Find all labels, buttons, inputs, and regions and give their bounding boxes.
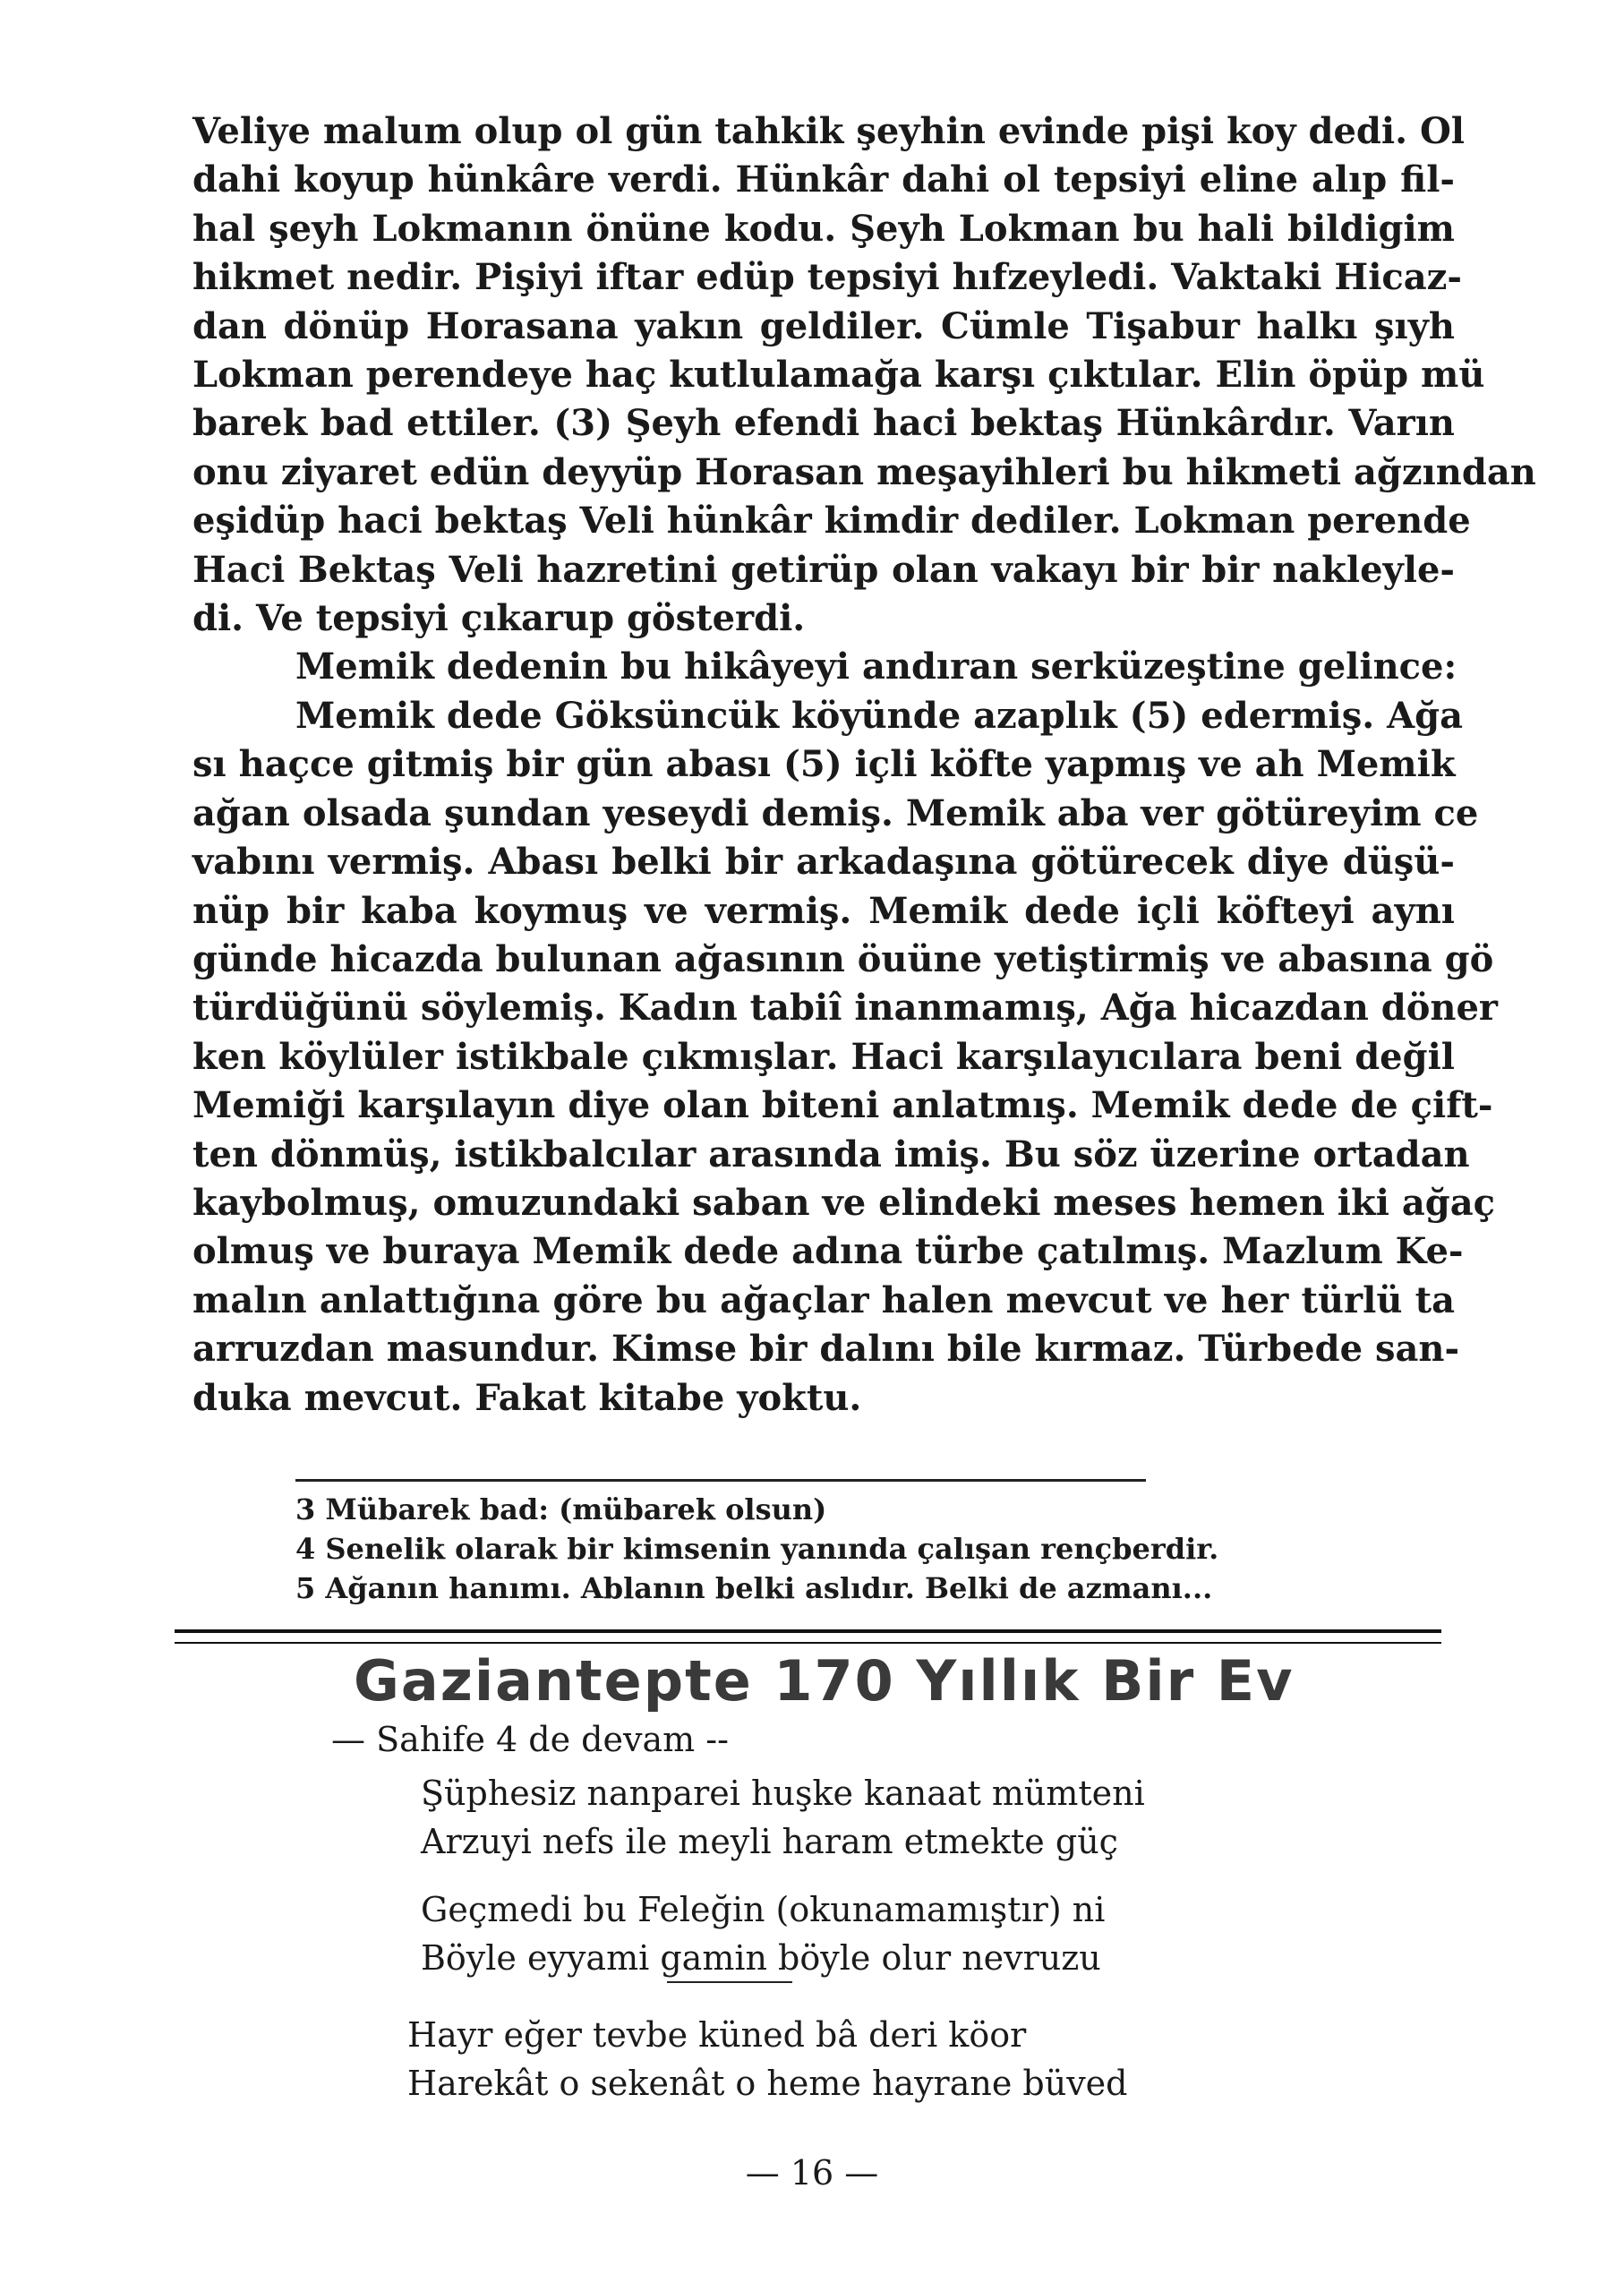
body-line: malın anlattığına göre bu ağaçlar halen mevcut ve her türlü ta [192, 1278, 1455, 1321]
body-line: hal şeyh Lokmanın önüne kodu. Şeyh Lokman bu hali bildigim [192, 207, 1455, 250]
body-line: olmuş ve buraya Memik dede adına türbe çatılmış. Mazlum Ke- [192, 1230, 1464, 1273]
body-line: nüp bir kaba koymuş ve vermiş. Memik dede içli köfteyi aynı [192, 889, 1455, 932]
continued-note: — Sahife 4 de devam -- [331, 1720, 729, 1759]
verse-line: Arzuyi nefs ile meyli haram etmekte güç [421, 1822, 1118, 1861]
body-line: kaybolmuş, omuzundaki saban ve elindeki meses hemen iki ağaç [192, 1181, 1495, 1224]
body-line: eşidüp haci bektaş Veli hünkâr kimdir dediler. Lokman perende [192, 500, 1471, 543]
body-line: dahi koyup hünkâre verdi. Hünkâr dahi ol tepsiyi eline alıp fil- [192, 158, 1455, 201]
body-line: türdüğünü söylemiş. Kadın tabiî inanmamış, Ağa hicazdan döner [192, 987, 1499, 1030]
article-headline: Gaziantepte 170 Yıllık Bir Ev [354, 1648, 1295, 1714]
page-number: — 16 — [745, 2153, 879, 2193]
body-line: di. Ve tepsiyi çıkarup gösterdi. [192, 597, 806, 640]
body-line: arruzdan masundur. Kimse bir dalını bile kırmaz. Türbede san- [192, 1328, 1460, 1371]
footnote: 4 Senelik olarak bir kimsenin yanında çalışan rençberdir. [295, 1532, 1219, 1566]
body-line: Memik dedenin bu hikâyeyi andıran serküzeştine gelince: [295, 645, 1457, 688]
body-line: Memik dede Göksüncük köyünde azaplık (5) edermiş. Ağa [295, 694, 1464, 737]
footnote: 5 Ağanın hanımı. Ablanın belki aslıdır. Belki de azmanı... [295, 1571, 1213, 1605]
footnote-divider [295, 1479, 1146, 1482]
body-line: hikmet nedir. Pişiyi iftar edüp tepsiyi hıfzeyledi. Vaktaki Hicaz- [192, 256, 1462, 299]
footnotes [295, 1490, 1325, 1608]
body-line: Veliye malum olup ol gün tahkik şeyhin evinde pişi koy dedi. Ol [192, 110, 1465, 152]
verse-stanza [421, 1885, 1105, 1982]
verse-line: Hayr eğer tevbe küned bâ deri köor [407, 2015, 1027, 2055]
verse-line: Şüphesiz nanparei huşke kanaat mümteni [421, 1774, 1145, 1813]
body-line: ağan olsada şundan yeseydi demiş. Memik aba ver götüreyim ce [192, 791, 1479, 834]
body-line: onu ziyaret edün deyyüp Horasan meşayihleri bu hikmeti ağzından [192, 450, 1536, 493]
body-line: ken köylüler istikbale çıkmışlar. Haci karşılayıcılara beni değil [192, 1035, 1455, 1078]
verse-divider [667, 1981, 792, 1983]
section-divider [175, 1629, 1441, 1644]
body-line: dan dönüp Horasana yakın geldiler. Cümle Tişabur halkı şıyh [192, 304, 1455, 347]
verse-line: Böyle eyyami gamin böyle olur nevruzu [421, 1938, 1101, 1978]
verse-line: Harekât o sekenât o heme hayrane büved [407, 2064, 1128, 2103]
body-line: sı haçce gitmiş bir gün abası (5) içli köfte yapmış ve ah Memik [192, 743, 1456, 786]
body-line: günde hicazda bulunan ağasının öuüne yetiştirmiş ve abasına gö [192, 937, 1494, 980]
body-line: Memiği karşılayın diye olan biteni anlatmış. Memik dede de çift- [192, 1084, 1493, 1127]
verse-line: Geçmedi bu Feleğin (okunamamıştır) ni [421, 1890, 1106, 1929]
article-body [192, 107, 1536, 1423]
body-line: ten dönmüş, istikbalcılar arasında imiş. Bu söz üzerine ortadan [192, 1133, 1470, 1175]
body-line: Haci Bektaş Veli hazretini getirüp olan vakayı bir bir nakleyle- [192, 548, 1455, 591]
verse-stanza [421, 1769, 1145, 1866]
body-line: duka mevcut. Fakat kitabe yoktu. [192, 1376, 862, 1419]
body-line: vabını vermiş. Abası belki bir arkadaşına götürecek diye düşü- [192, 841, 1455, 884]
body-line: barek bad ettiler. (3) Şeyh efendi haci bektaş Hünkârdır. Varın [192, 402, 1455, 445]
footnote: 3 Mübarek bad: (mübarek olsun) [295, 1492, 827, 1526]
body-line: Lokman perendeye haç kutlulamağa karşı çıktılar. Elin öpüp mü [192, 354, 1485, 397]
verse-stanza [407, 2011, 1127, 2107]
